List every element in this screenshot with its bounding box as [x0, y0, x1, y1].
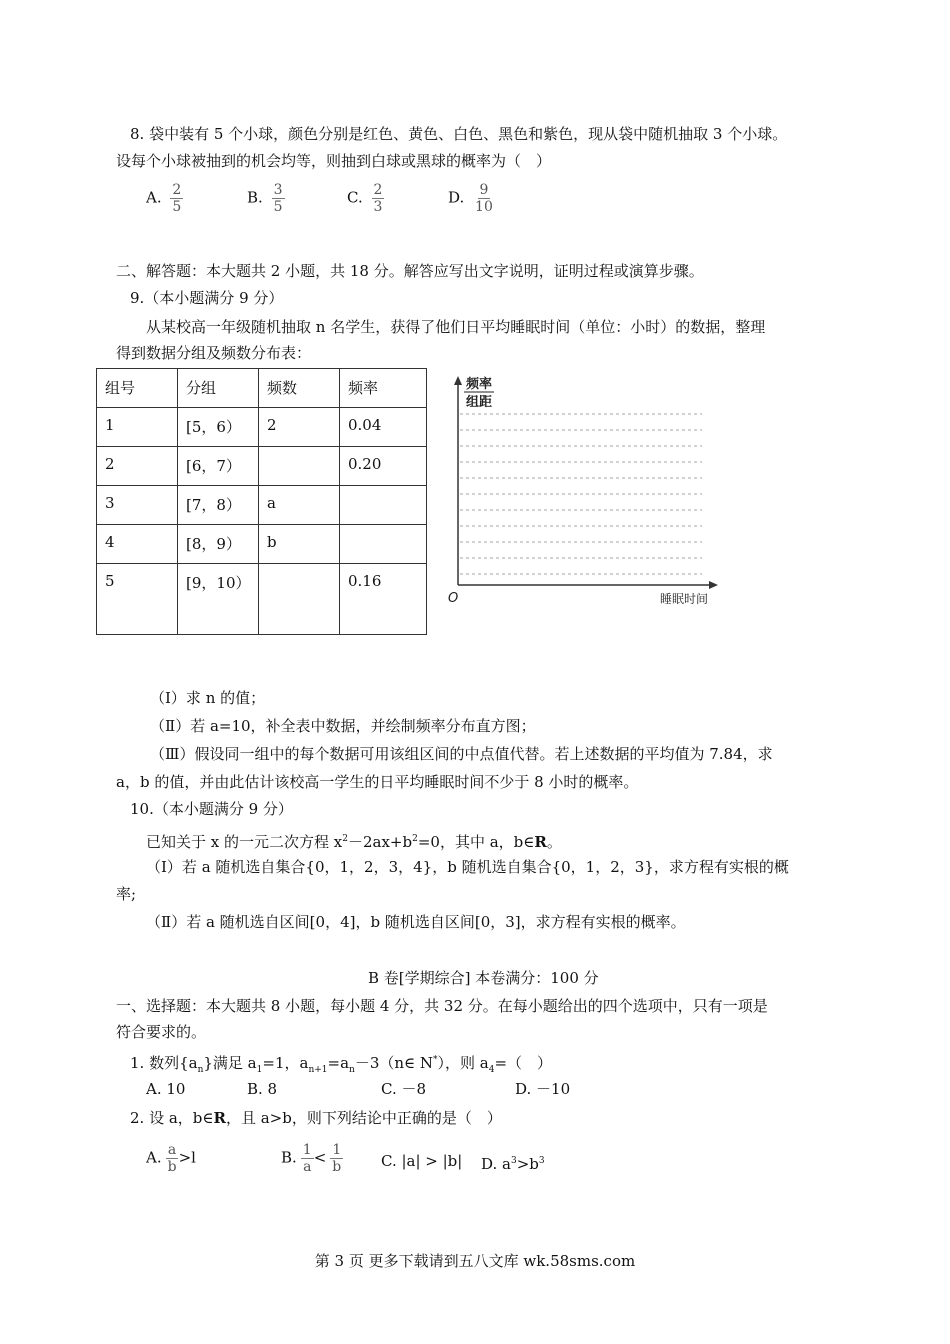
- table-cell: 1: [97, 408, 178, 447]
- x-axis-arrow-icon: [709, 581, 718, 589]
- table-cell: [8，9）: [178, 525, 259, 564]
- table-row: [97, 486, 427, 525]
- table-cell: [340, 525, 427, 564]
- fraction: $\frac{9}{10}$: [475, 182, 493, 215]
- fraction: $\frac{a}{b}$: [167, 1142, 177, 1175]
- table-cell: [340, 486, 427, 525]
- fraction: $\frac{2}{3}$: [373, 182, 383, 215]
- b1-option-b: B. 8: [247, 1080, 278, 1098]
- table-cell: b: [259, 525, 340, 564]
- fraction: $\frac{1}{a}$: [302, 1142, 312, 1175]
- q9-part2: （Ⅱ）若 a=10，补全表中数据，并绘制频率分布直方图；: [150, 717, 536, 735]
- b2-option-d: D. $a^3>b^3$: [481, 1155, 545, 1173]
- table-cell: [259, 564, 340, 635]
- b2-option-c: C. |a| > |b|: [381, 1152, 463, 1170]
- b1-option-a: A. 10: [146, 1080, 186, 1098]
- table-cell: 2: [259, 408, 340, 447]
- table-cell: 4: [97, 525, 178, 564]
- q8-option-b: B. $\frac{3}{5}$: [247, 182, 283, 215]
- table-row: [97, 408, 427, 447]
- dashed-gridlines: [460, 414, 702, 574]
- q9-intro-line2: 得到数据分组及频数分布表：: [116, 344, 312, 362]
- q8-line1: 8. 袋中装有 5 个小球，颜色分别是红色、黄色、白色、黑色和紫色，现从袋中随机抽取 3 个小球。: [130, 125, 788, 143]
- table-cell: [5，6）: [178, 408, 259, 447]
- table-cell: [259, 447, 340, 486]
- table-cell: 3: [97, 486, 178, 525]
- b1-option-d: D. －10: [515, 1080, 571, 1098]
- table-cell: [7，8）: [178, 486, 259, 525]
- q8-option-d: D. $\frac{9}{10}$: [448, 182, 493, 215]
- table-header-row: [97, 369, 427, 408]
- y-axis-arrow-icon: [454, 376, 462, 385]
- table-row: [97, 564, 427, 635]
- q8-option-c: C. $\frac{2}{3}$: [347, 182, 383, 215]
- fraction: $\frac{2}{5}$: [172, 182, 182, 215]
- y-label-top: 频率: [466, 377, 493, 392]
- table-header-cell: 频数: [259, 369, 340, 408]
- table-row: [97, 525, 427, 564]
- table-cell: 0.16: [340, 564, 427, 635]
- b2-option-b: B. $\frac{1}{a}$ < $\frac{1}{b}$: [281, 1142, 342, 1175]
- table-header-cell: 频率: [340, 369, 427, 408]
- x-label: 睡眠时间: [660, 592, 709, 606]
- b1-stem: 1. 数列$\{a_n\}$满足 $a_1=1$，$a_{n+1}=a_n-3(n\in$ N*），则 $a_4=$（ ）: [130, 1054, 553, 1075]
- b-section1-line2: 符合要求的。: [116, 1023, 207, 1041]
- table-cell: [9，10）: [178, 564, 259, 635]
- y-label-bottom: 组距: [466, 395, 493, 410]
- origin-label: O: [448, 591, 459, 606]
- b2-stem: 2. 设 a，b∈R，且 a>b，则下列结论中正确的是（ ）: [130, 1109, 502, 1127]
- b1-option-c: C. －8: [381, 1080, 427, 1098]
- q9-intro-line1: 从某校高一年级随机抽取 n 名学生，获得了他们日平均睡眠时间（单位：小时）的数据，整理: [146, 318, 766, 336]
- fraction: $\frac{3}{5}$: [273, 182, 283, 215]
- fraction: $\frac{1}{b}$: [332, 1142, 342, 1175]
- b-section1-line1: 一、选择题：本大题共 8 小题，每小题 4 分，共 32 分。在每小题给出的四个选项中，只有一项是: [116, 997, 768, 1015]
- q10-part1-line1: （Ⅰ）若 a 随机选自集合{0，1，2，3，4}，b 随机选自集合{0，1，2，3}，求方程有实根的概: [146, 858, 789, 876]
- q9-part1: （Ⅰ）求 n 的值；: [150, 689, 266, 707]
- q8-option-a: A. $\frac{2}{5}$: [146, 182, 182, 215]
- q8-line2: 设每个小球被抽到的机会均等，则抽到白球或黑球的概率为（ ）: [116, 152, 552, 170]
- frequency-table: [96, 368, 427, 635]
- histogram-svg: [440, 370, 730, 620]
- table-cell: 2: [97, 447, 178, 486]
- table-cell: a: [259, 486, 340, 525]
- table-cell: 0.20: [340, 447, 427, 486]
- table-cell: 0.04: [340, 408, 427, 447]
- section2-heading: 二、解答题：本大题共 2 小题，共 18 分。解答应写出文字说明，证明过程或演算步骤。: [116, 262, 704, 280]
- q10-heading: 10.（本小题满分 9 分）: [130, 800, 293, 818]
- q10-part1-line2: 率;: [116, 885, 137, 903]
- table-row: [97, 447, 427, 486]
- table-header-cell: 分组: [178, 369, 259, 408]
- q10-part2: （Ⅱ）若 a 随机选自区间[0，4]，b 随机选自区间[0，3]，求方程有实根的概率。: [146, 913, 686, 931]
- histogram-grid: [440, 370, 730, 620]
- table-cell: 5: [97, 564, 178, 635]
- q10-stem: 已知关于 x 的一元二次方程 $x^2-2ax+b^2=0$，其中 a，b∈R。: [146, 833, 562, 851]
- b-volume-title: B 卷[学期综合] 本卷满分：100 分: [368, 969, 599, 987]
- q9-part3-line1: （Ⅲ）假设同一组中的每个数据可用该组区间的中点值代替。若上述数据的平均值为 7.84，求: [150, 745, 773, 763]
- table-header-cell: 组号: [97, 369, 178, 408]
- b2-option-a: A. $\frac{a}{b}$ >l: [146, 1142, 196, 1175]
- q9-heading: 9.（本小题满分 9 分）: [130, 289, 284, 307]
- page-footer: 第 3 页 更多下载请到五八文库 wk.58sms.com: [314, 1252, 636, 1270]
- table-cell: [6，7）: [178, 447, 259, 486]
- q9-part3-line2: a，b 的值，并由此估计该校高一学生的日平均睡眠时间不少于 8 小时的概率。: [116, 773, 639, 791]
